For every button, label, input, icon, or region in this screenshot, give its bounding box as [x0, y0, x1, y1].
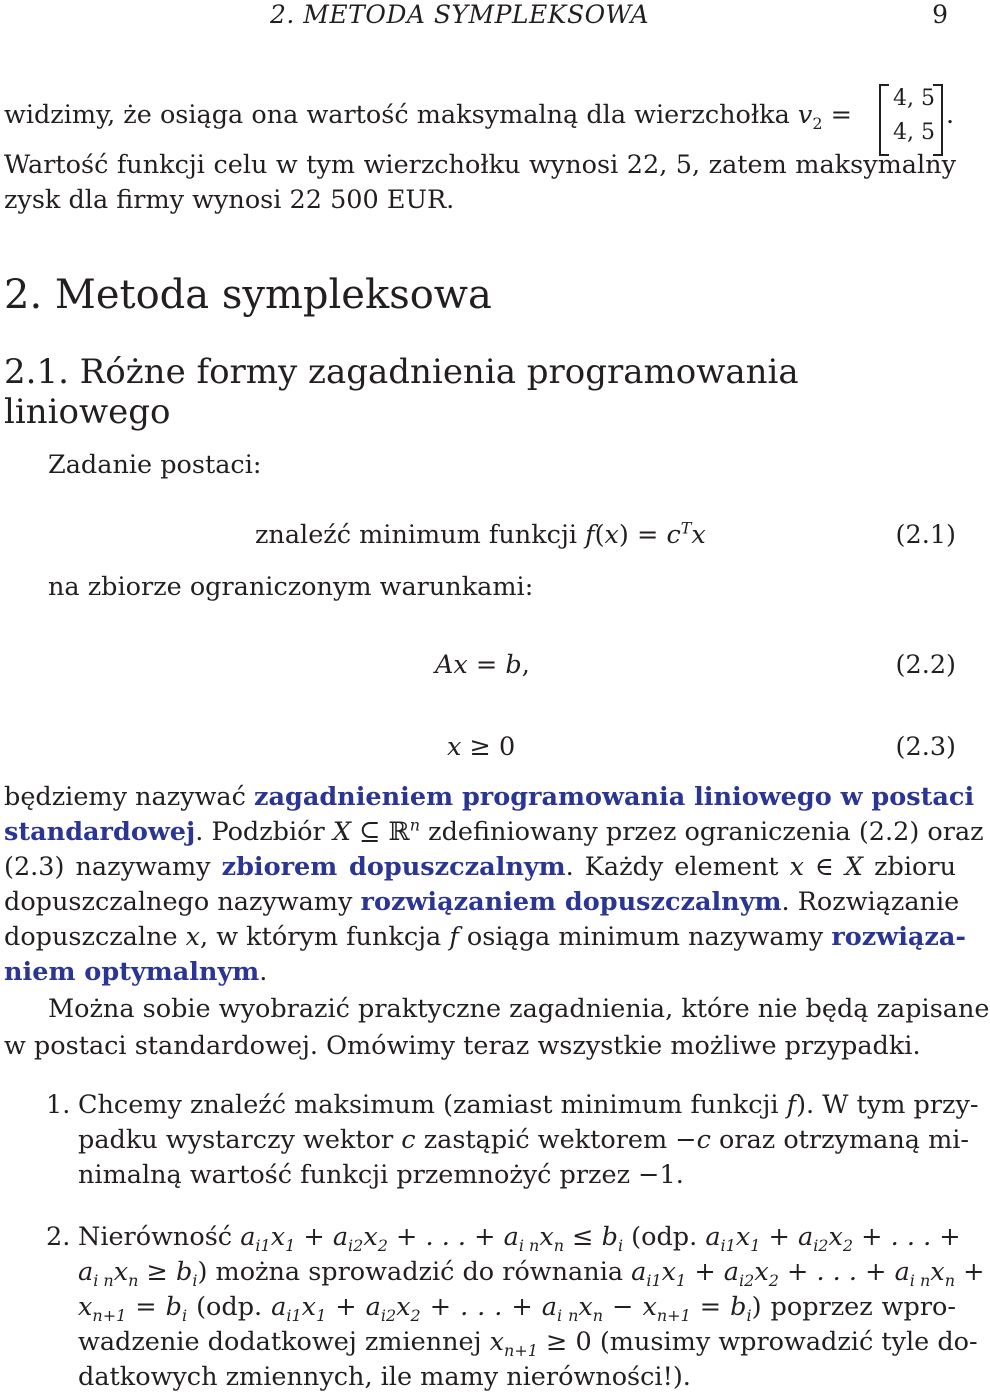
constraints-intro: na zbiorze ograniczonym warunkami:: [48, 572, 534, 602]
objective-line: znaleźć minimum funkcji $f(x) = c^Tx$: [255, 518, 706, 550]
list-item-1-line-1: Chcemy znaleźć maksimum (zamiast minimum funkcji f). W tym przy-: [78, 1090, 979, 1120]
intro-line-1-end: .: [946, 100, 955, 130]
subsection-title: 2.1. Różne formy zagadnienia programowania liniowego: [4, 352, 799, 432]
paragraph-2-line-2: w postaci standardowej. Omówimy teraz wszystkie możliwe przypadki.: [4, 1031, 921, 1061]
definition-line-5: dopuszczalne x, w którym funkcja f osiąga minimum nazywamy rozwiąza-: [4, 922, 966, 952]
equation-number-2-3: (2.3): [895, 732, 956, 762]
definition-line-4: dopuszczalnego nazywamy rozwiązaniem dopuszczalnym. Rozwiązanie: [4, 887, 960, 917]
intro-line-3: zysk dla firmy wynosi 22 500 EUR.: [4, 185, 455, 215]
equation-2-2: Ax = b,: [435, 650, 530, 680]
list-item-2-number: 2.: [46, 1222, 71, 1252]
page-number: 9: [932, 0, 948, 29]
vertex-matrix: 4, 5 4, 5: [879, 84, 943, 154]
list-item-1-line-2: padku wystarczy wektor c zastąpić wektorem −c oraz otrzymaną mi-: [78, 1125, 970, 1155]
intro-line-2: Wartość funkcji celu w tym wierzchołku wynosi 22, 5, zatem maksymalny: [4, 150, 956, 180]
equation-number-2-1: (2.1): [895, 520, 956, 550]
paragraph-2-line-1: Można sobie wyobrazić praktyczne zagadnienia, które nie będą zapisane: [48, 994, 990, 1024]
list-item-2-line-2: $a_{i n}x_n \ge b_i$) można sprowadzić do równania $a_{i1}x_1 + a_{i2}x_2$ + . . . + $a_{i n}x_n$ +: [78, 1257, 985, 1291]
list-item-2-line-3: $x_{n+1} = b_i$ (odp. $a_{i1}x_1 + a_{i2}x_2$ + . . . + $a_{i n}x_n - x_{n+1} = b_i$) poprzez wpro-: [78, 1292, 956, 1326]
intro-line-1: widzimy, że osiąga ona wartość maksymalną dla wierzchołka $v_2$ =: [4, 100, 852, 134]
definition-line-2: standardowej. Podzbiór X ⊆ ℝ$^n$ zdefiniowany przez ograniczenia (2.2) oraz: [4, 815, 984, 847]
page-header: [0, 0, 960, 30]
section-title: 2. Metoda sympleksowa: [4, 272, 492, 318]
equation-2-3: x ≥ 0: [447, 732, 516, 762]
problem-intro: Zadanie postaci:: [48, 450, 262, 480]
definition-line-3: (2.3) nazywamy zbiorem dopuszczalnym. Każdy element x ∈ X zbioru: [4, 852, 956, 882]
list-item-2-line-5: datkowych zmiennych, ile mamy nierówności!).: [78, 1362, 691, 1392]
list-item-2-line-1: Nierówność $a_{i1}x_1 + a_{i2}x_2$ + . . . + $a_{i n}x_n \le b_i$ (odp. $a_{i1}x_1 + a_{i2}x_2$ + . . . +: [78, 1222, 961, 1256]
running-title: 2. METODA SYMPLEKSOWA: [270, 0, 650, 29]
list-item-1-line-3: nimalną wartość funkcji przemnożyć przez −1.: [78, 1160, 684, 1190]
list-item-1-number: 1.: [46, 1090, 71, 1120]
definition-line-1: będziemy nazywać zagadnieniem programowania liniowego w postaci: [4, 782, 975, 812]
equation-number-2-2: (2.2): [895, 650, 956, 680]
definition-line-6: niem optymalnym.: [4, 957, 268, 987]
list-item-2-line-4: wadzenie dodatkowej zmiennej $x_{n+1} \ge 0$ (musimy wprowadzić tyle do-: [78, 1327, 978, 1361]
